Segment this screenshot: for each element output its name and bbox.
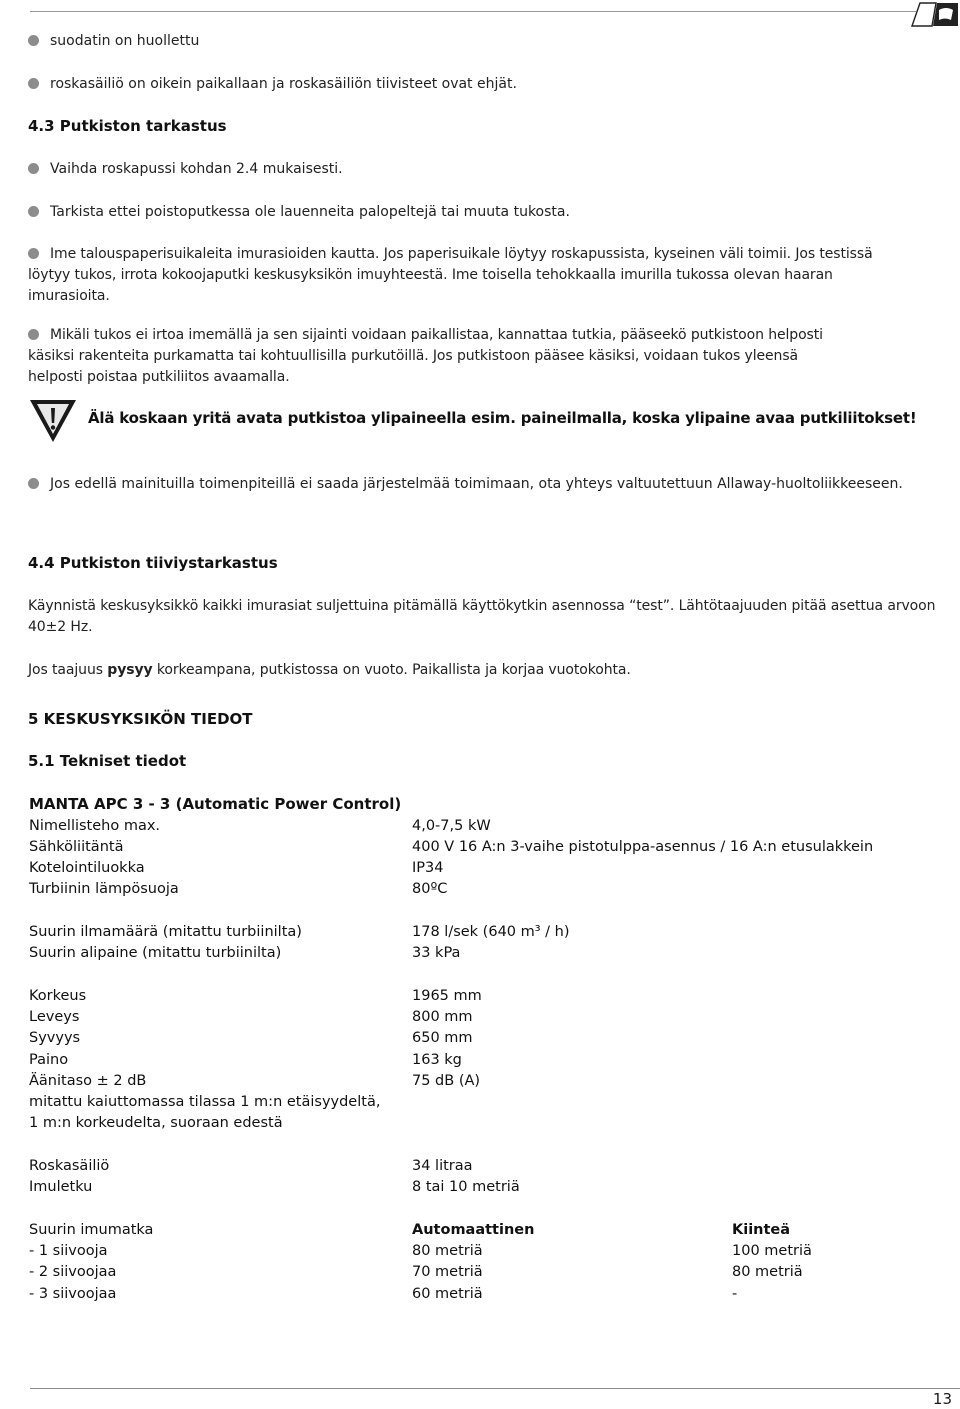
spec-value: 4,0-7,5 kW [412, 818, 491, 834]
hose-row-fixed: 80 metriä [732, 1264, 803, 1280]
list-item-text: Jos edellä mainituilla toimenpiteillä ei saada järjestelmää toimimaan, ota yhteys valtuutettuun Allaway-huoltoliikkeeseen. [50, 476, 903, 492]
spec-label: Suurin alipaine (mitattu turbiinilta) [29, 945, 282, 961]
paragraph-line: imurasioita. [28, 288, 110, 304]
bullet-dot-icon [28, 478, 39, 489]
paragraph-text: korkeampana, putkistossa on vuoto. Paikallista ja korjaa vuotokohta. [152, 662, 631, 678]
paragraph-line: löytyy tukos, irrota kokoojaputki keskusyksikön imuyhteestä. Ime toisella tehokkaalla imurilla tukossa olevan haaran [28, 267, 833, 283]
hose-col-auto-header: Automaattinen [412, 1222, 535, 1238]
bullet-dot-icon [28, 206, 39, 217]
spec-label: mitattu kaiuttomassa tilassa 1 m:n etäisyydeltä, [29, 1094, 381, 1110]
list-item [28, 31, 199, 52]
hose-row-label: - 2 siivoojaa [29, 1264, 117, 1280]
model-name: MANTA APC 3 - 3 (Automatic Power Control) [29, 795, 402, 813]
paragraph-line: käsiksi rakenteita purkamatta tai kohtuullisilla purkutöillä. Jos putkistoon pääsee käsiksi, voidaan tukos yleensä [28, 348, 798, 364]
emphasis-text: pysyy [107, 662, 153, 678]
list-item [28, 74, 517, 95]
list-item-paragraph [28, 325, 928, 388]
warning-triangle-icon [28, 398, 78, 444]
hose-row-auto: 60 metriä [412, 1286, 483, 1302]
hose-row-fixed: - [732, 1286, 738, 1302]
paragraph-line: Käynnistä keskusyksikkö kaikki imurasiat suljettuina pitämällä käyttökytkin asennossa “test”. Lähtötaajuuden pitää asettua arvoon [28, 598, 936, 614]
spec-label: Roskasäiliö [29, 1158, 110, 1174]
spec-value: 400 V 16 A:n 3-vaihe pistotulppa-asennus / 16 A:n etusulakkein [412, 839, 874, 855]
list-item-paragraph [28, 244, 928, 307]
paragraph-line: Ime talouspaperisuikaleita imurasioiden kautta. Jos paperisuikale löytyy roskapussista, kyseinen väli toimii. Jos testissä [50, 246, 873, 262]
hose-table-label: Suurin imumatka [29, 1222, 154, 1238]
bullet-dot-icon [28, 35, 39, 46]
spec-value: 1965 mm [412, 988, 482, 1004]
footer-rule [30, 1388, 960, 1389]
paragraph [28, 660, 928, 681]
list-item-text: roskasäiliö on oikein paikallaan ja roskasäiliön tiivisteet ovat ehjät. [50, 76, 517, 92]
spec-label: Syvyys [29, 1030, 81, 1046]
spec-label: Paino [29, 1052, 69, 1068]
hose-row-auto: 70 metriä [412, 1264, 483, 1280]
spec-value: 8 tai 10 metriä [412, 1179, 520, 1195]
spec-value: IP34 [412, 860, 444, 876]
spec-label: Nimellisteho max. [29, 818, 161, 834]
brand-logo-icon [906, 0, 960, 28]
section-heading-4-4: 4.4 Putkiston tiiviystarkastus [28, 554, 278, 572]
spec-label: Suurin ilmamäärä (mitattu turbiinilta) [29, 924, 302, 940]
paragraph-line: 40±2 Hz. [28, 619, 93, 635]
list-item [28, 202, 570, 223]
spec-value: 163 kg [412, 1052, 462, 1068]
spec-label: Äänitaso ± 2 dB [29, 1073, 147, 1089]
bullet-dot-icon [28, 78, 39, 89]
hose-col-fixed-header: Kiinteä [732, 1222, 791, 1238]
paragraph [28, 596, 936, 638]
header-rule [30, 11, 916, 12]
spec-label: Sähköliitäntä [29, 839, 124, 855]
list-item [28, 159, 343, 180]
spec-label: Kotelointiluokka [29, 860, 145, 876]
section-heading-5: 5 KESKUSYKSIKÖN TIEDOT [28, 710, 253, 728]
hose-row-fixed: 100 metriä [732, 1243, 812, 1259]
paragraph-line: Mikäli tukos ei irtoa imemällä ja sen sijainti voidaan paikallistaa, kannattaa tutkia, pääseekö putkistoon helposti [50, 327, 823, 343]
bullet-dot-icon [28, 329, 39, 340]
spec-value: 75 dB (A) [412, 1073, 481, 1089]
paragraph-text: Jos taajuus [28, 662, 108, 678]
list-item [28, 474, 903, 495]
spec-label: Leveys [29, 1009, 80, 1025]
bullet-dot-icon [28, 163, 39, 174]
section-heading-4-3: 4.3 Putkiston tarkastus [28, 117, 227, 135]
page-number: 13 [932, 1390, 952, 1408]
spec-value: 80ºC [412, 881, 448, 897]
spec-value: 34 litraa [412, 1158, 473, 1174]
hose-row-label: - 3 siivoojaa [29, 1286, 117, 1302]
hose-row-auto: 80 metriä [412, 1243, 483, 1259]
spec-label: 1 m:n korkeudelta, suoraan edestä [29, 1115, 283, 1131]
spec-value: 33 kPa [412, 945, 461, 961]
paragraph-line: helposti poistaa putkiliitos avaamalla. [28, 369, 290, 385]
spec-value: 178 l/sek (640 m³ / h) [412, 924, 570, 940]
spec-value: 800 mm [412, 1009, 473, 1025]
list-item-text: Tarkista ettei poistoputkessa ole lauenneita palopeltejä tai muuta tukosta. [50, 204, 570, 220]
bullet-dot-icon [28, 248, 39, 259]
spec-label: Imuletku [29, 1179, 93, 1195]
hose-row-label: - 1 siivooja [29, 1243, 108, 1259]
section-heading-5-1: 5.1 Tekniset tiedot [28, 752, 187, 770]
spec-label: Turbiinin lämpösuoja [29, 881, 179, 897]
spec-label: Korkeus [29, 988, 87, 1004]
list-item-text: suodatin on huollettu [50, 33, 200, 49]
spec-value: 650 mm [412, 1030, 473, 1046]
list-item-text: Vaihda roskapussi kohdan 2.4 mukaisesti. [50, 161, 343, 177]
warning-text: Älä koskaan yritä avata putkistoa ylipaineella esim. paineilmalla, koska ylipaine avaa putkiliitokset! [88, 409, 917, 427]
